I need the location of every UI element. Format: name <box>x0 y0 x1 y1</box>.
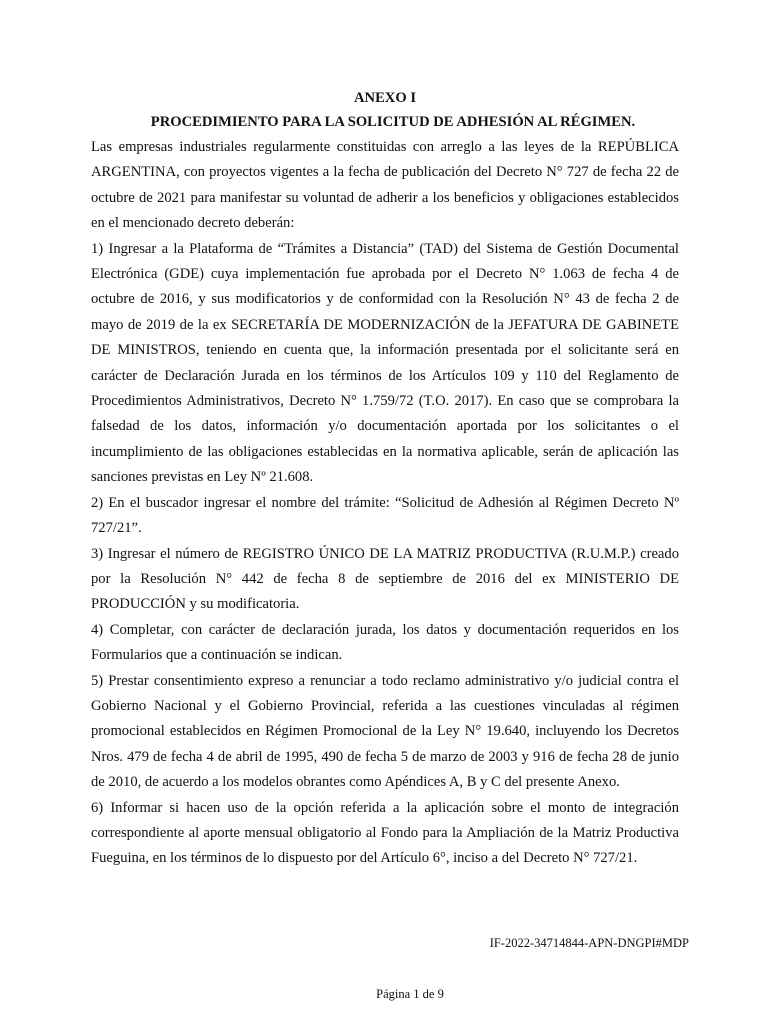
document-identifier: IF-2022-34714844-APN-DNGPI#MDP <box>489 936 689 950</box>
page-number: Página 1 de 9 <box>376 987 444 1001</box>
step-4-paragraph: 4) Completar, con carácter de declaración jurada, los datos y documentación requeridos en los Formularios que a continuación se indican. <box>91 621 679 664</box>
procedure-title: PROCEDIMIENTO PARA LA SOLICITUD DE ADHESIÓN AL RÉGIMEN. <box>150 114 636 130</box>
step-1-paragraph: 1) Ingresar a la Plataforma de “Trámites a Distancia” (TAD) del Sistema de Gestión Documental Electrónica (GDE) cuya implementación fue aprobada por el Decreto N° 1.063 de fecha 4 de octubre de 2016, y sus modificatorios y de conformidad con la Resolución N° 43 de fecha 2 de mayo de 2019 de la ex SECRETARÍA DE MODERNIZACIÓN de la JEFATURA DE GABINETE DE MINISTROS, teniendo en cuenta que, la información presentada por el solicitante será en carácter de Declaración Jurada en los términos de los Artículos 109 y 110 del Reglamento de Procedimientos Administrativos, Decreto N° 1.759/72 (T.O. 2017). En caso que se comprobara la falsedad de los datos, información y/o documentación aportada por los solicitantes o el incumplimiento de las obligaciones establecidas en la normativa aplicable, serán de aplicación las sanciones previstas en Ley Nº 21.608. <box>91 240 679 486</box>
intro-paragraph: Las empresas industriales regularmente constituidas con arreglo a las leyes de la REPÚBLICA ARGENTINA, con proyectos vigentes a la fecha de publicación del Decreto N° 727 de fecha 22 de octubre de 2021 para manifestar su voluntad de adherir a los beneficios y obligaciones establecidos en el mencionado decreto deberán: <box>91 139 679 232</box>
annex-title: ANEXO I <box>353 90 417 106</box>
step-3-paragraph: 3) Ingresar el número de REGISTRO ÚNICO DE LA MATRIZ PRODUCTIVA (R.U.M.P.) creado por la Resolución N° 442 de fecha 8 de septiembre de 2016 del ex MINISTERIO DE PRODUCCIÓN y su modificatoria. <box>91 545 679 613</box>
step-2-paragraph: 2) En el buscador ingresar el nombre del trámite: “Solicitud de Adhesión al Régimen Decreto Nº 727/21”. <box>91 494 679 537</box>
step-6-paragraph: 6) Informar si hacen uso de la opción referida a la aplicación sobre el monto de integración correspondiente al aporte mensual obligatorio al Fondo para la Ampliación de la Matriz Productiva Fueguina, en los términos de lo dispuesto por del Artículo 6°, inciso a del Decreto N° 727/21. <box>91 799 679 867</box>
document-body <box>91 86 679 872</box>
step-5-paragraph: 5) Prestar consentimiento expreso a renunciar a todo reclamo administrativo y/o judicial contra el Gobierno Nacional y el Gobierno Provincial, referida a las cuestiones vinculadas al régimen promocional establecidos en Régimen Promocional de la Ley N° 19.640, incluyendo los Decretos Nros. 479 de fecha 4 de abril de 1995, 490 de fecha 5 de marzo de 2003 y 916 de fecha 28 de junio de 2010, de acuerdo a los modelos obrantes como Apéndices A, B y C del presente Anexo. <box>91 672 679 791</box>
